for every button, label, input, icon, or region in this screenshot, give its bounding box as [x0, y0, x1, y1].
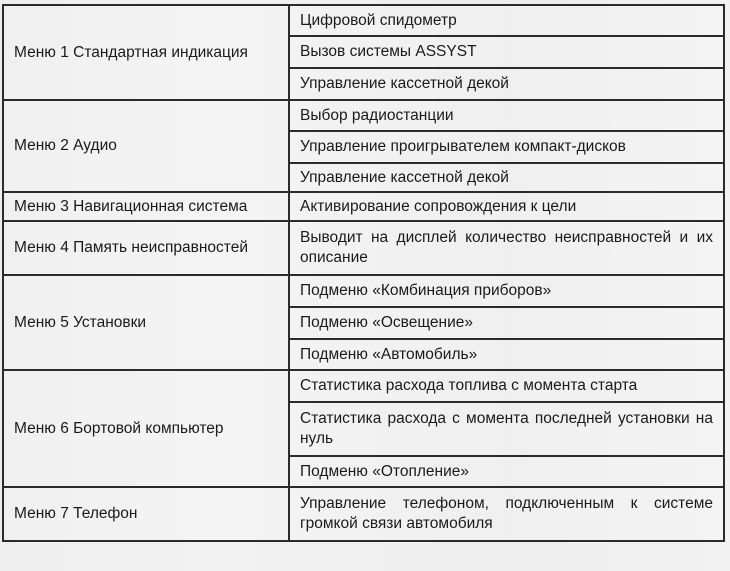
function-cell: Управление проигрывателем компакт-дисков — [289, 131, 724, 163]
function-cell: Активирование сопровождения к цели — [289, 192, 724, 221]
menu-name-cell: Меню 2 Аудио — [3, 100, 289, 192]
table-row — [3, 100, 724, 131]
function-cell: Управление кассетной декой — [289, 163, 724, 192]
function-cell: Цифровой спидометр — [289, 5, 724, 36]
function-cell: Статистика расхода с момента последней установки на нуль — [289, 402, 724, 456]
table-row — [3, 192, 724, 221]
table-row — [3, 5, 724, 36]
function-cell: Статистика расхода топлива с момента старта — [289, 370, 724, 402]
function-cell: Управление телефоном, подключенным к системе громкой связи автомобиля — [289, 487, 724, 541]
menu-name-cell: Меню 4 Память неисправностей — [3, 221, 289, 275]
menu-name-cell: Меню 7 Телефон — [3, 487, 289, 541]
function-cell: Подменю «Отопление» — [289, 456, 724, 487]
function-cell: Выбор радиостанции — [289, 100, 724, 131]
table-row — [3, 370, 724, 402]
menu-name-cell: Меню 1 Стандартная индикация — [3, 5, 289, 100]
function-cell: Вызов системы ASSYST — [289, 36, 724, 68]
function-cell: Подменю «Комбинация приборов» — [289, 275, 724, 307]
menu-name-cell: Меню 5 Установки — [3, 275, 289, 370]
function-cell: Подменю «Автомобиль» — [289, 339, 724, 370]
table-row — [3, 275, 724, 307]
function-cell: Подменю «Освещение» — [289, 307, 724, 339]
function-cell: Выводит на дисплей количество неисправностей и их описание — [289, 221, 724, 275]
menu-name-cell: Меню 3 Навигационная система — [3, 192, 289, 221]
menu-functions-table — [2, 4, 725, 542]
table-row — [3, 487, 724, 541]
menu-name-cell: Меню 6 Бортовой компьютер — [3, 370, 289, 487]
function-cell: Управление кассетной декой — [289, 68, 724, 100]
table-row — [3, 221, 724, 275]
